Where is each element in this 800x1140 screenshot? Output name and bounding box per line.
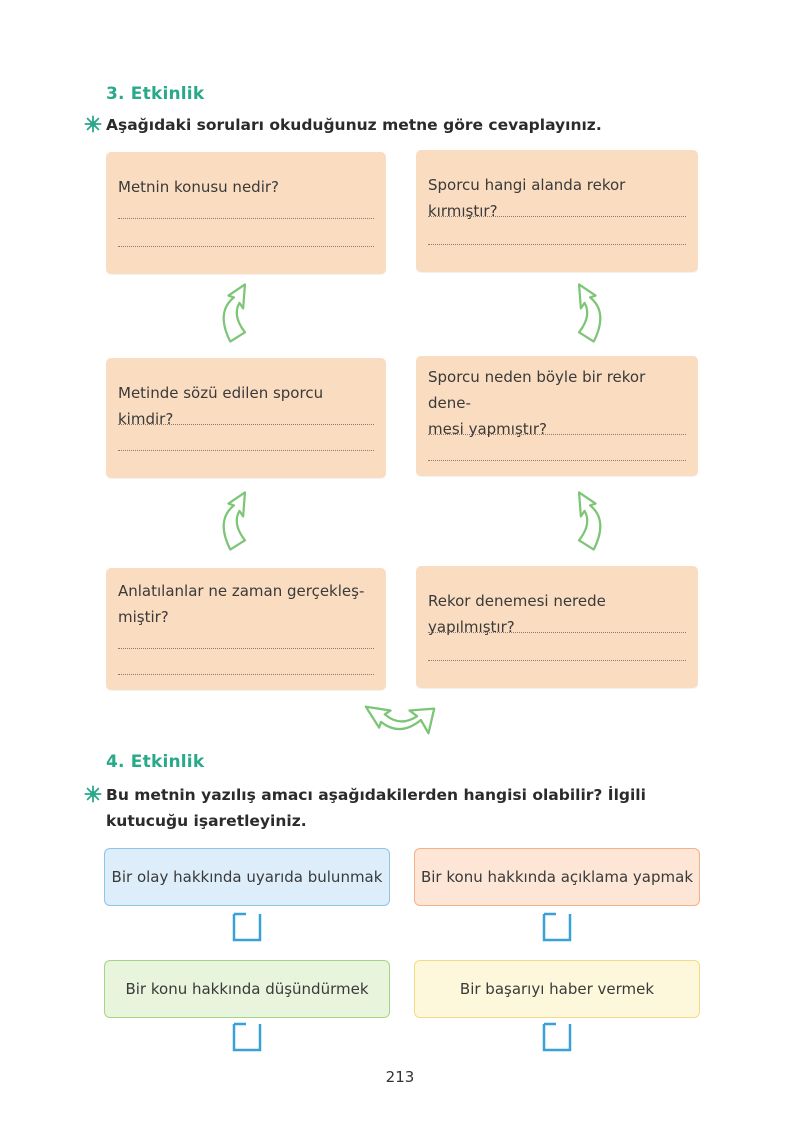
activity3-title: 3. Etkinlik	[106, 84, 205, 104]
answer-line[interactable]	[428, 434, 686, 435]
star-bullet-icon	[84, 785, 102, 803]
answer-line[interactable]	[428, 660, 686, 661]
question-box-1	[106, 152, 386, 274]
checkbox-icon[interactable]	[232, 912, 262, 942]
page-number: 213	[385, 1068, 415, 1086]
question-box-6	[416, 566, 698, 688]
activity4-title: 4. Etkinlik	[106, 752, 205, 772]
question-box-3	[106, 358, 386, 478]
question-box-5	[106, 568, 386, 690]
checkbox-icon[interactable]	[542, 1022, 572, 1052]
answer-line[interactable]	[118, 450, 374, 451]
answer-line[interactable]	[428, 632, 686, 633]
cycle-arrow-icon	[568, 278, 614, 348]
question-box-4	[416, 356, 698, 476]
option-think: Bir konu hakkında düşündürmek	[104, 960, 390, 1018]
answer-line[interactable]	[428, 460, 686, 461]
activity3-instruction: Aşağıdaki soruları okuduğunuz metne göre cevaplayınız.	[84, 112, 724, 138]
answer-line[interactable]	[118, 218, 374, 219]
question-text-5: Anlatılanlar ne zaman gerçekleş- miştir?	[118, 582, 365, 626]
answer-line[interactable]	[118, 424, 374, 425]
answer-line[interactable]	[428, 216, 686, 217]
cycle-arrow-icon	[568, 486, 614, 556]
cycle-arrow-icon	[362, 698, 438, 742]
question-text-1: Metnin konusu nedir?	[118, 178, 279, 196]
answer-line[interactable]	[118, 674, 374, 675]
option-news: Bir başarıyı haber vermek	[414, 960, 700, 1018]
checkbox-icon[interactable]	[542, 912, 572, 942]
cycle-arrow-icon	[210, 486, 256, 556]
question-text-2: Sporcu hangi alanda rekor kırmıştır?	[428, 176, 626, 220]
question-text-6: Rekor denemesi nerede yapılmıştır?	[428, 592, 606, 636]
answer-line[interactable]	[118, 648, 374, 649]
option-explain: Bir konu hakkında açıklama yapmak	[414, 848, 700, 906]
cycle-arrow-icon	[210, 278, 256, 348]
question-text-4: Sporcu neden böyle bir rekor dene- mesi yapmıştır?	[428, 368, 646, 438]
option-warn: Bir olay hakkında uyarıda bulunmak	[104, 848, 390, 906]
answer-line[interactable]	[428, 244, 686, 245]
answer-line[interactable]	[118, 246, 374, 247]
star-bullet-icon	[84, 115, 102, 133]
activity4-instruction: Bu metnin yazılış amacı aşağıdakilerden hangisi olabilir? İlgili kutucuğu işaretleyiniz.	[84, 782, 724, 834]
question-text-3: Metinde sözü edilen sporcu kimdir?	[118, 384, 324, 428]
question-box-2	[416, 150, 698, 272]
checkbox-icon[interactable]	[232, 1022, 262, 1052]
